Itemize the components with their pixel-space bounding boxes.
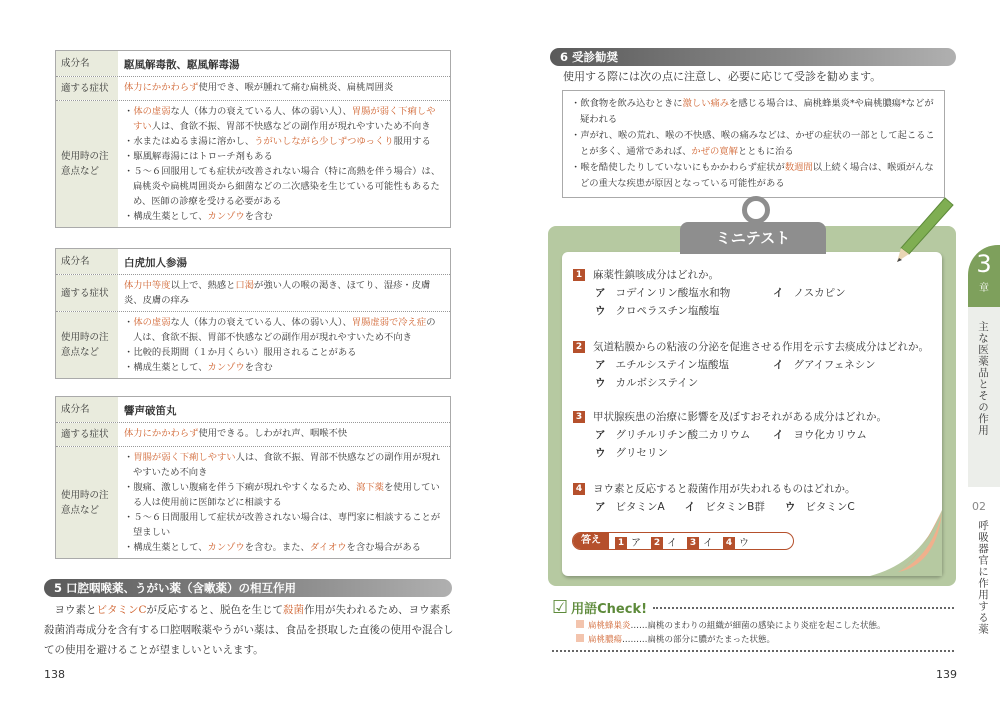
text-segment: を含む場合がある [346, 542, 421, 553]
option-text: クロペラスチン塩酸塩 [615, 305, 720, 317]
note-item [124, 164, 444, 209]
glossary-term: 扁桃膿瘍 [588, 635, 623, 645]
page-number-left: 138 [44, 668, 65, 681]
notes-row [56, 446, 450, 558]
ingredient-name: 駆風解毒散、駆風解毒湯 [124, 59, 240, 71]
option-text: ノスカピン [793, 287, 846, 299]
highlight-text: カンゾウ [207, 542, 245, 553]
section-number: 02 [972, 500, 986, 513]
text-segment: 人は、食欲不振、胃部不快感などの副作用が現れやすいため不向き [151, 121, 431, 132]
option-label: ウ [595, 377, 606, 389]
text-segment: ヨウ素と [54, 604, 97, 616]
highlight-text: 体力中等度 [124, 280, 171, 291]
highlight-text: 殺菌 [283, 604, 305, 616]
answer-number: 4 [723, 537, 735, 549]
row-label: 適する症状 [56, 423, 118, 446]
list-item [571, 96, 936, 128]
text-segment: を含む [244, 211, 273, 222]
option-text: カルボシステイン [615, 377, 699, 389]
note-item [124, 360, 444, 375]
row-label: 成分名 [56, 249, 118, 274]
answer-value: ウ [739, 537, 749, 549]
chapter-suffix: 章 [979, 283, 989, 294]
option-label: ア [595, 287, 606, 299]
text-segment: 構成生薬として、 [133, 542, 208, 553]
highlight-text: 胃腸虚弱で冷え症 [351, 317, 427, 328]
answer-number: 1 [615, 537, 627, 549]
notes-row [56, 311, 450, 378]
glossary [552, 598, 954, 652]
note-item [124, 315, 444, 345]
ingredient-table [55, 396, 451, 559]
answer-value: ア [631, 537, 641, 549]
row-label: 使用時の注意点など [56, 447, 118, 558]
question-text: ヨウ素と反応すると殺菌作用が失われるものはどれか。 [593, 483, 856, 495]
section-6-intro: 使用する際には次の点に注意し、必要に応じて受診を勧めます。 [563, 70, 882, 83]
note-item [124, 104, 444, 134]
question-text: 甲状腺疾患の治療に影響を及ぼすおそれがある成分はどれか。 [593, 411, 887, 423]
option-label: ウ [784, 501, 796, 513]
clip-ring-icon [742, 196, 770, 224]
question-text: 麻薬性鎮咳成分はどれか。 [593, 269, 719, 281]
name-row [56, 397, 450, 422]
text-segment: を含む。また、 [244, 542, 310, 553]
row-label: 使用時の注意点など [56, 101, 118, 227]
quiz-question [573, 338, 929, 392]
quiz-question [573, 480, 856, 516]
option-text: ビタミンB群 [705, 501, 765, 513]
question-number: 2 [573, 341, 585, 353]
question-number: 1 [573, 269, 585, 281]
note-item [124, 149, 444, 164]
note-item [124, 510, 444, 540]
text-segment: な人（体力の衰えている人、体の弱い人）、 [170, 317, 352, 328]
quiz-question [573, 266, 846, 320]
option-label: イ [773, 287, 784, 299]
note-item [124, 345, 444, 360]
text-segment: 作用が失われるため、ヨウ素系殺菌消毒成分を含有する口腔咽喉薬やうがい薬は、食品を摂取した直後の使用や混合しての使用を避けることが望ましいといえます。 [44, 604, 454, 656]
list-item [571, 128, 936, 160]
highlight-text: 激しい痛み [682, 98, 730, 109]
option-text: ビタミンA [615, 501, 665, 513]
question-number: 3 [573, 411, 585, 423]
text-segment: 飲食物を飲み込むときに [580, 98, 683, 109]
glossary-item [576, 619, 954, 633]
option-text: コデインリン酸塩水和物 [615, 287, 731, 299]
option-text: グリセリン [615, 447, 668, 459]
answer-value: イ [667, 537, 677, 549]
symptom-row [56, 422, 450, 446]
glossary-term: 扁桃蜂巣炎 [588, 621, 631, 631]
highlight-text: 体力にかかわらず [124, 428, 199, 439]
highlight-text: 体力にかかわらず [124, 82, 199, 93]
highlight-text: カンゾウ [207, 362, 245, 373]
chapter-tab[interactable] [968, 245, 1000, 307]
name-row [56, 51, 450, 76]
minitest-title: ミニテスト [680, 222, 826, 254]
highlight-text: ダイオウ [309, 542, 347, 553]
section-title: 呼吸器官に作用する薬 [977, 520, 989, 635]
row-label: 適する症状 [56, 275, 118, 311]
chapter-title-tab [968, 307, 1000, 487]
question-text: 気道粘膜からの粘液の分泌を促進させる作用を示す去痰成分はどれか。 [593, 341, 929, 353]
text-segment: 声がれ、喉の荒れ、喉の不快感、喉の痛みなどは、かぜの症状の一部として起こることが多く、通常であれば、 [580, 130, 935, 157]
option-text: グリチルリチン酸二カリウム [615, 429, 751, 441]
text-segment: 比較的長期間（１か月くらい）服用されることがある [133, 347, 357, 358]
symptom-text [118, 275, 450, 311]
text-segment: ５～６回服用しても症状が改善されない場合（特に高熱を伴う場合）は、扁桃炎や扁桃周囲炎から細菌などの二次感染を生じている可能性もあるため、医師の診療を受ける必要がある [133, 166, 441, 207]
option-label: ア [595, 501, 606, 513]
chapter-title: 主な医薬品とその作用 [977, 321, 989, 436]
highlight-text: ビタミンC [96, 604, 147, 616]
page-number-right: 139 [936, 668, 957, 681]
option-label: ア [595, 429, 606, 441]
notes-row [56, 100, 450, 227]
text-segment: 構成生薬として、 [133, 362, 208, 373]
option-label: イ [773, 359, 784, 371]
highlight-text: 口渇 [235, 280, 255, 291]
highlight-text: 数週間 [784, 162, 813, 173]
highlight-text: かぜの寛解 [691, 146, 738, 157]
highlight-text: 体の虚弱 [133, 317, 171, 328]
text-segment: 服用する [393, 136, 431, 147]
text-segment: が反応すると、脱色を生じて [146, 604, 284, 616]
note-item [124, 450, 444, 480]
answer-value: イ [703, 537, 713, 549]
ingredient-table [55, 248, 451, 379]
answer-number: 3 [687, 537, 699, 549]
checkmark-icon: ☑ [552, 596, 569, 618]
highlight-text: 体の虚弱 [133, 106, 171, 117]
text-segment: 以上で、熱感と [170, 280, 236, 291]
ingredient-table [55, 50, 451, 228]
question-number: 4 [573, 483, 585, 495]
section-6-header: 6 受診勧奨 [550, 48, 956, 66]
text-segment: が強い人の喉の渇き、ほてり、湿疹・皮膚炎、皮膚の痒み [124, 280, 431, 306]
option-text: グアイフェネシン [793, 359, 876, 371]
option-label: ア [595, 359, 606, 371]
section-5-body [44, 600, 454, 660]
ingredient-name: 響声破笛丸 [124, 405, 177, 417]
name-row [56, 249, 450, 274]
answer-number: 2 [651, 537, 663, 549]
glossary-definition: ……扁桃のまわりの組織が細菌の感染により炎症を起こした状態。 [630, 621, 886, 631]
row-label: 成分名 [56, 51, 118, 76]
text-segment: とともに治る [737, 146, 794, 157]
quiz-question [573, 408, 887, 462]
note-item [124, 480, 444, 510]
chapter-number: 3 [976, 250, 992, 278]
text-segment: 駆風解毒湯にはトローチ剤もある [133, 151, 273, 162]
symptom-row [56, 76, 450, 100]
option-label: ウ [595, 305, 606, 317]
row-label: 適する症状 [56, 77, 118, 100]
text-segment: 腹痛、激しい腹痛を伴う下痢が現れやすくなるため、 [133, 482, 357, 493]
answer-label: 答え [573, 533, 609, 549]
symptom-row [56, 274, 450, 311]
answer-bar [572, 532, 794, 550]
highlight-text: 胃腸が弱く下痢しやすい [133, 452, 236, 463]
text-segment: ５～６日間服用して症状が改善されない場合は、専門家に相談することが望ましい [133, 512, 441, 538]
row-label: 成分名 [56, 397, 118, 422]
text-segment: 使用できる。しわがれ声、咽喉不快 [198, 428, 348, 439]
page-curl [870, 510, 948, 580]
text-segment: な人（体力の衰えている人、体の弱い人）、 [170, 106, 352, 117]
row-label: 使用時の注意点など [56, 312, 118, 378]
highlight-text: 瀉下薬 [356, 482, 384, 493]
note-item [124, 540, 444, 555]
symptom-text [118, 423, 450, 446]
text-segment: を使用している人は使用前に医師などに相談する [133, 482, 440, 508]
text-segment: の人は、食欲不振、胃部不快感などの副作用が現れやすいため不向き [133, 317, 436, 343]
glossary-item [576, 633, 954, 647]
highlight-text: うがいしながら少しずつゆっくり [254, 136, 394, 147]
section-5-header: 5 口腔咽喉薬、うがい薬（含嗽薬）の相互作用 [44, 579, 452, 597]
option-label: ウ [595, 447, 606, 459]
ingredient-name: 白虎加人参湯 [124, 257, 187, 269]
highlight-text: カンゾウ [207, 211, 245, 222]
symptom-text [118, 77, 450, 100]
text-segment: 人は、食欲不振、胃部不快感などの副作用が現れやすいため不向き [133, 452, 441, 478]
option-label: イ [773, 429, 784, 441]
option-text: ビタミンC [805, 501, 855, 513]
highlight-text: 胃腸が弱く下痢しやすい [133, 106, 436, 132]
section-6-list [562, 90, 945, 198]
text-segment: 構成生薬として、 [133, 211, 208, 222]
text-segment: を含む [244, 362, 273, 373]
option-text: エチルシステイン塩酸塩 [615, 359, 729, 371]
option-text: ヨウ化カリウム [793, 429, 867, 441]
note-item [124, 209, 444, 224]
text-segment: 喉を酷使したりしていないにもかかわらず症状が [580, 162, 785, 173]
glossary-definition: ………扁桃の部分に膿がたまった状態。 [622, 635, 776, 645]
text-segment: 使用でき、喉が腫れて痛む扁桃炎、扁桃周囲炎 [198, 82, 394, 93]
note-item [124, 134, 444, 149]
glossary-title: 用語Check! [571, 602, 648, 617]
pencil-icon [895, 196, 955, 266]
text-segment: 以上続く場合は、喉頭がんなどの重大な疾患が原因となっている可能性がある [580, 162, 934, 189]
text-segment: 水またはぬるま湯に溶かし、 [133, 136, 255, 147]
text-segment: を感じる場合は、扁桃蜂巣炎*や扁桃膿瘍*などが疑われる [580, 98, 934, 125]
list-item [571, 160, 936, 192]
option-label: イ [684, 501, 696, 513]
